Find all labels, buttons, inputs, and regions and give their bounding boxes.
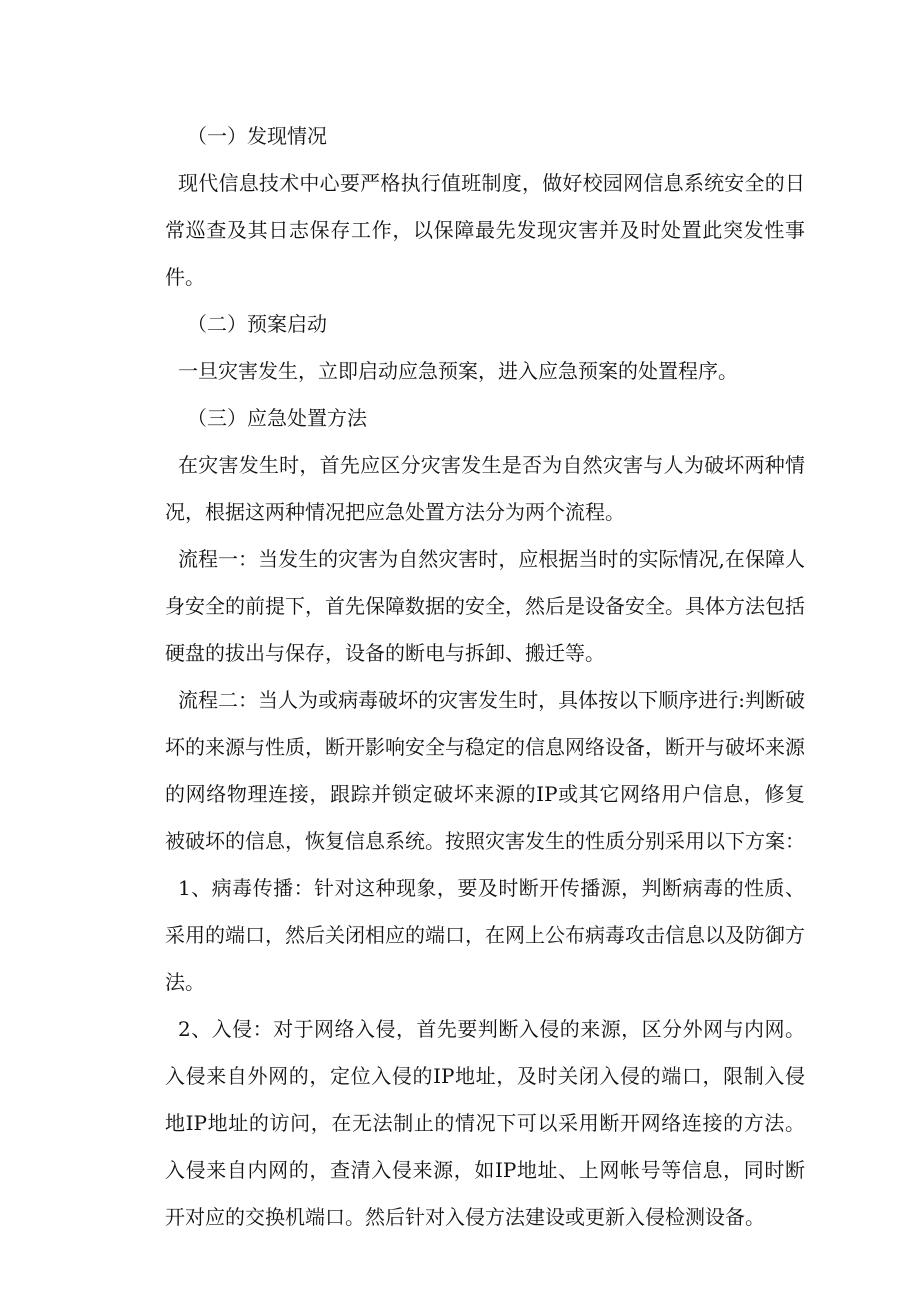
section-heading-emergency-methods: （三）应急处置方法 [187, 406, 367, 430]
document-body [165, 113, 805, 1241]
section-heading-plan-start: （二）预案启动 [187, 312, 327, 336]
section-heading-discovery: （一）发现情况 [187, 124, 327, 148]
paragraph-plan-start: 一旦灾害发生，立即启动应急预案，进入应急预案的处置程序。 [178, 359, 738, 383]
paragraph-process-one: 流程一：当发生的灾害为自然灾害时，应根据当时的实际情况,在保障人身安全的前提下，首先保障数据的安全，然后是设备安全。具体方法包括硬盘的拔出与保存，设备的断电与拆卸、搬迁等。 [165, 547, 805, 665]
paragraph-virus-spread: 1、病毒传播：针对这种现象，要及时断开传播源，判断病毒的性质、采用的端口，然后关闭相应的端口，在网上公布病毒攻击信息以及防御方法。 [165, 876, 805, 994]
paragraph-disaster-distinction: 在灾害发生时，首先应区分灾害发生是否为自然灾害与人为破坏两种情况，根据这两种情况把应急处置方法分为两个流程。 [165, 453, 805, 524]
paragraph-discovery: 现代信息技术中心要严格执行值班制度，做好校园网信息系统安全的日常巡查及其日志保存工作，以保障最先发现灾害并及时处置此突发性事件。 [165, 171, 805, 289]
paragraph-process-two: 流程二：当人为或病毒破坏的灾害发生时，具体按以下顺序进行:判断破坏的来源与性质，断开影响安全与稳定的信息网络设备，断开与破坏来源的网络物理连接，跟踪并锁定破坏来源的IP或其它网络用户信息，修复被破坏的信息，恢复信息系统。按照灾害发生的性质分别采用以下方案： [165, 688, 805, 853]
paragraph-intrusion: 2、入侵：对于网络入侵，首先要判断入侵的来源，区分外网与内网。入侵来自外网的，定位入侵的IP地址，及时关闭入侵的端口，限制入侵地IP地址的访问，在无法制止的情况下可以采用断开网络连接的方法。入侵来自内网的，查清入侵来源，如IP地址、上网帐号等信息，同时断开对应的交换机端口。然后针对入侵方法建设或更新入侵检测设备。 [165, 1017, 805, 1229]
